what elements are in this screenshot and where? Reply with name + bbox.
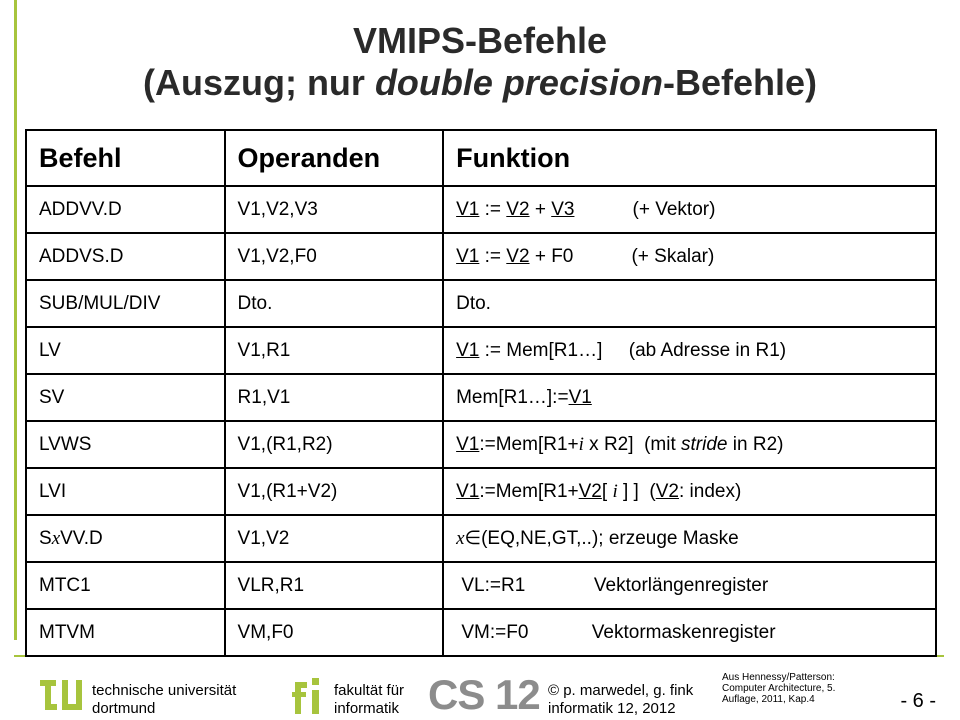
cell-befehl: ADDVV.D <box>26 186 225 233</box>
header-befehl: Befehl <box>26 130 225 186</box>
source-line2: Computer Architecture, 5. <box>722 683 836 694</box>
cell-befehl: MTVM <box>26 609 225 656</box>
tu-logo-icon <box>40 676 88 716</box>
source-line1: Aus Hennessy/Patterson: <box>722 672 835 683</box>
cell-operanden: V1,R1 <box>225 327 444 374</box>
cell-operanden: V1,V2,V3 <box>225 186 444 233</box>
cell-operanden: V1,(R1+V2) <box>225 468 444 515</box>
cell-funktion: V1:=Mem[R1+i x R2] (mit stride in R2) <box>443 421 936 468</box>
cell-funktion: VM:=F0 Vektormaskenregister <box>443 609 936 656</box>
cell-operanden: VM,F0 <box>225 609 444 656</box>
header-funktion: Funktion <box>443 130 936 186</box>
tu-name-line2: dortmund <box>92 700 156 717</box>
table-row <box>26 468 936 515</box>
table-row <box>26 233 936 280</box>
slide-title: VMIPS-Befehle <box>352 20 608 61</box>
cs12-logo: CS 12 <box>428 671 540 718</box>
table-row <box>26 374 936 421</box>
table-row <box>26 515 936 562</box>
cell-befehl: MTC1 <box>26 562 225 609</box>
fi-logo-icon <box>292 676 328 718</box>
cell-befehl: LVWS <box>26 421 225 468</box>
slide-subtitle: (Auszug; nur double precision-Befehle) <box>142 62 818 103</box>
header-operanden: Operanden <box>225 130 444 186</box>
cell-funktion: x∈(EQ,NE,GT,..); erzeuge Maske <box>443 515 936 562</box>
cell-operanden: V1,(R1,R2) <box>225 421 444 468</box>
cell-befehl: LV <box>26 327 225 374</box>
cell-funktion: Dto. <box>443 280 936 327</box>
cell-funktion: VL:=R1 Vektorlängenregister <box>443 562 936 609</box>
cell-befehl: ADDVS.D <box>26 233 225 280</box>
cell-operanden: R1,V1 <box>225 374 444 421</box>
table-row <box>26 421 936 468</box>
fi-name-line2: informatik <box>334 700 400 717</box>
page-number: - 6 - <box>900 690 936 712</box>
cell-funktion: Mem[R1…]:=V1 <box>443 374 936 421</box>
cell-funktion: V1:=Mem[R1+V2[ i ] ] (V2: index) <box>443 468 936 515</box>
author-credit-line1: © p. marwedel, g. fink <box>548 682 694 699</box>
cell-funktion: V1 := V2 + F0 (+ Skalar) <box>443 233 936 280</box>
table-row <box>26 327 936 374</box>
fi-name-line1: fakultät für <box>334 682 405 699</box>
tu-name-line1: technische universität <box>92 682 237 699</box>
cell-funktion: V1 := Mem[R1…] (ab Adresse in R1) <box>443 327 936 374</box>
cell-operanden: VLR,R1 <box>225 562 444 609</box>
table-row <box>26 609 936 656</box>
table-row <box>26 280 936 327</box>
subtitle-emphasis: double precision <box>374 62 663 103</box>
table-row <box>26 186 936 233</box>
cell-befehl: SxVV.D <box>26 515 225 562</box>
cell-befehl: LVI <box>26 468 225 515</box>
cell-operanden: Dto. <box>225 280 444 327</box>
cell-funktion: V1 := V2 + V3 (+ Vektor) <box>443 186 936 233</box>
source-line3: Auflage, 2011, Kap.4 <box>722 694 815 705</box>
table-header-row <box>26 130 936 186</box>
cell-operanden: V1,V2,F0 <box>225 233 444 280</box>
cell-befehl: SUB/MUL/DIV <box>26 280 225 327</box>
table-row <box>26 562 936 609</box>
cell-operanden: V1,V2 <box>225 515 444 562</box>
cell-befehl: SV <box>26 374 225 421</box>
instruction-table <box>25 129 937 657</box>
author-credit-line2: informatik 12, 2012 <box>548 700 676 717</box>
